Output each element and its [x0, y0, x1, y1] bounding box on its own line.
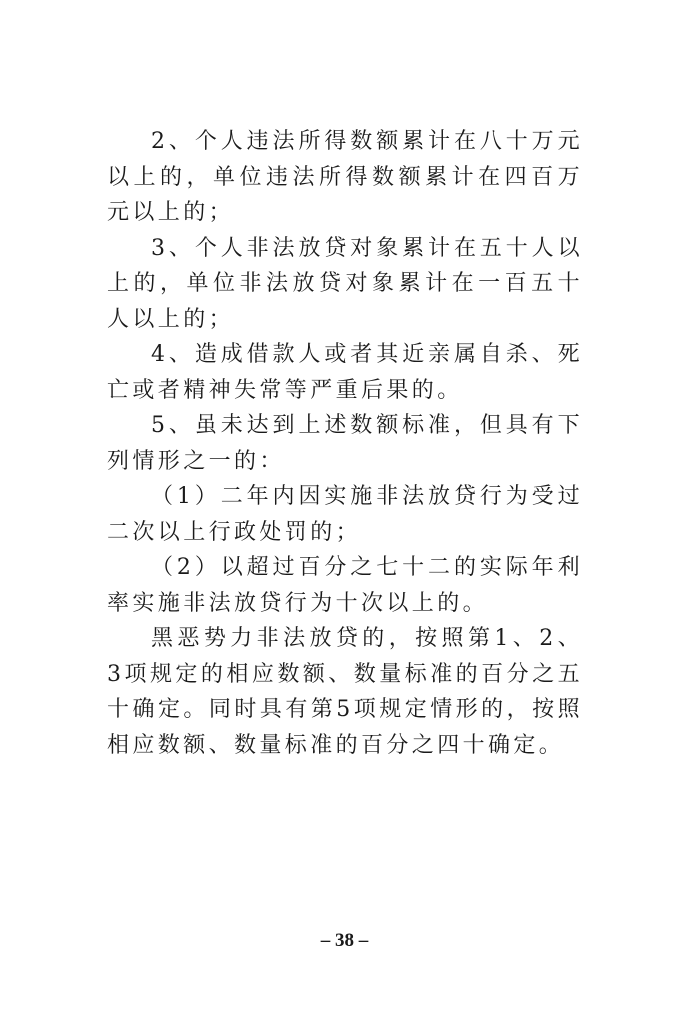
paragraph-item-3: 3、个人非法放贷对象累计在五十人以上的，单位非法放贷对象累计在一百五十人以上的； [107, 235, 583, 332]
paragraph-subitem-2: （2）以超过百分之七十二的实际年利率实施非法放贷行为十次以上的。 [107, 555, 583, 616]
page-number: – 38 – [320, 930, 369, 951]
paragraph-subitem-1: （1）二年内因实施非法放贷行为受过二次以上行政处罚的； [107, 484, 583, 545]
paragraph-item-5: 5、虽未达到上述数额标准，但具有下列情形之一的： [107, 413, 583, 474]
paragraph-item-4: 4、造成借款人或者其近亲属自杀、死亡或者精神失常等严重后果的。 [107, 342, 583, 403]
body-text [107, 124, 583, 763]
paragraph-closing: 黑恶势力非法放贷的，按照第1、2、3项规定的相应数额、数量标准的百分之五十确定。同时具有第5项规定情形的，按照相应数额、数量标准的百分之四十确定。 [107, 626, 583, 758]
paragraph-item-2: 2、个人违法所得数额累计在八十万元以上的，单位违法所得数额累计在四百万元以上的； [107, 129, 583, 225]
